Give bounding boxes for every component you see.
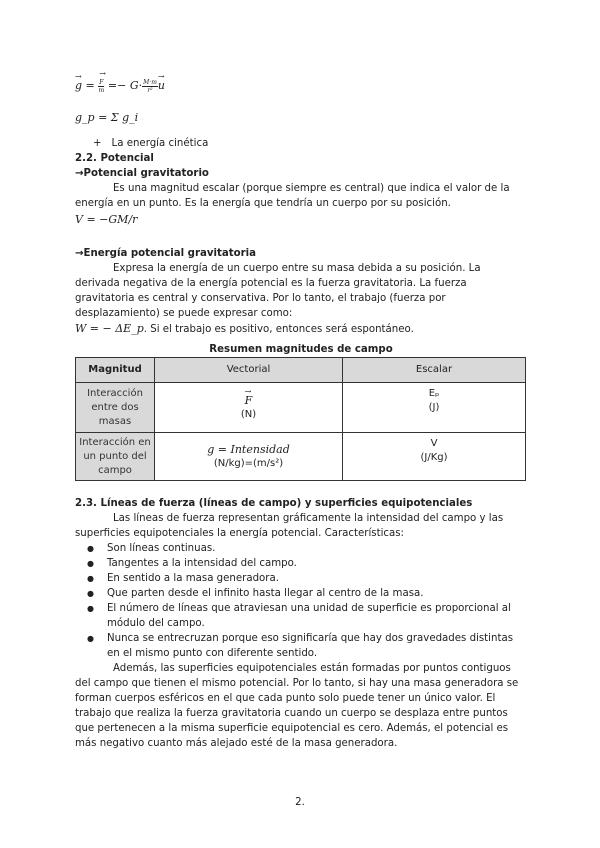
cell-symbol: Eₚ: [428, 388, 440, 399]
subsection-heading: →Energía potencial gravitatoria: [75, 248, 256, 259]
cell-unit: (N/kg)=(m/s²): [213, 457, 284, 469]
cell-symbol: → F: [156, 394, 341, 408]
cell-unit: (J/Kg): [420, 452, 448, 463]
paragraph: Las líneas de fuerza representan gráficamente la intensidad del campo y las superficies equipotenciales la energía potencial. Características:: [75, 513, 504, 539]
list-item: ● Tangentes a la intensidad del campo.: [107, 556, 527, 571]
row-label: Interacción en un punto del campo: [76, 433, 155, 481]
table-header: Magnitud: [76, 358, 155, 383]
table-row: [76, 383, 526, 433]
table-header: Vectorial: [155, 358, 343, 383]
paragraph: Es una magnitud escalar (porque siempre es central) que indica el valor de la energía en un punto. Es la energía que tendría un cuerpo por su posición.: [75, 183, 510, 209]
cell-unit: (J): [428, 402, 440, 413]
row-label: Interacción entre dos masas: [76, 383, 155, 433]
paragraph: Además, las superficies equipotenciales están formadas por puntos contiguos del campo que tienen el mismo potencial. Por lo tanto, si hay una masa generadora se forman cuerpos esféricos en el que cada punto solo puede tener un único valor. El trabajo que realiza la fuerza gravitatoria cuando un cuerpo se desplaza entre puntos que pertenecen a la misma superficie equipotencial es cero. Además, el potencial es más negativo cuanto más alejado esté de la masa generadora.: [75, 663, 519, 749]
paragraph: [75, 261, 527, 337]
section-heading: 2.3. Líneas de fuerza (líneas de campo) y superficies equipotenciales: [75, 498, 473, 509]
paragraph-text: Expresa la energía de un cuerpo entre su masa debida a su posición. La derivada negativa de la energía potencial es la fuerza gravitatoria. La fuerza gravitatoria es central y conservativa. Por lo tanto, el trabajo (fuerza por desplazamiento) se puede expresar como:: [75, 263, 481, 319]
formula-W: W = − ΔE_p: [75, 322, 144, 335]
cell-unit: (N): [240, 408, 257, 420]
section-body: [75, 511, 527, 751]
section-heading: 2.2. Potencial: [75, 153, 154, 164]
cell-symbol: g = Intensidad: [207, 442, 290, 456]
formula-V: V = −GM/r: [75, 213, 138, 226]
table-caption: Resumen magnitudes de campo: [209, 344, 393, 355]
bullet-text: La energía cinética: [111, 138, 209, 149]
paragraph-text: . Si el trabajo es positivo, entonces será espontáneo.: [143, 324, 414, 335]
page-number: 2.: [295, 797, 305, 808]
subsection-heading: →Potencial gravitatorio: [75, 168, 209, 179]
summary-table: [75, 357, 527, 481]
formula-gp: g_p = Σ g_i: [75, 111, 139, 124]
list-item: ● Nunca se entrecruzan porque eso significaría que hay dos gravedades distintas en el mismo punto con diferente sentido.: [107, 631, 527, 661]
formula-g: → g = → $\frac{F}{m}$ =− G· $\frac{M\cdot m}{\text{r²}}$ → u: [75, 78, 527, 94]
list-item: ● En sentido a la masa generadora.: [107, 571, 527, 586]
table-row: [76, 433, 526, 481]
list-item: ● Son líneas continuas.: [107, 541, 527, 556]
plus-bullet: + La energía cinética: [93, 138, 209, 149]
list-item: ● El número de líneas que atraviesan una unidad de superficie es proporcional al módulo del campo.: [107, 601, 527, 631]
bullet-list: [75, 541, 527, 661]
cell-symbol: V: [430, 438, 438, 449]
table-header: Escalar: [343, 358, 526, 383]
list-item: ● Que parten desde el infinito hasta llegar al centro de la masa.: [107, 586, 527, 601]
